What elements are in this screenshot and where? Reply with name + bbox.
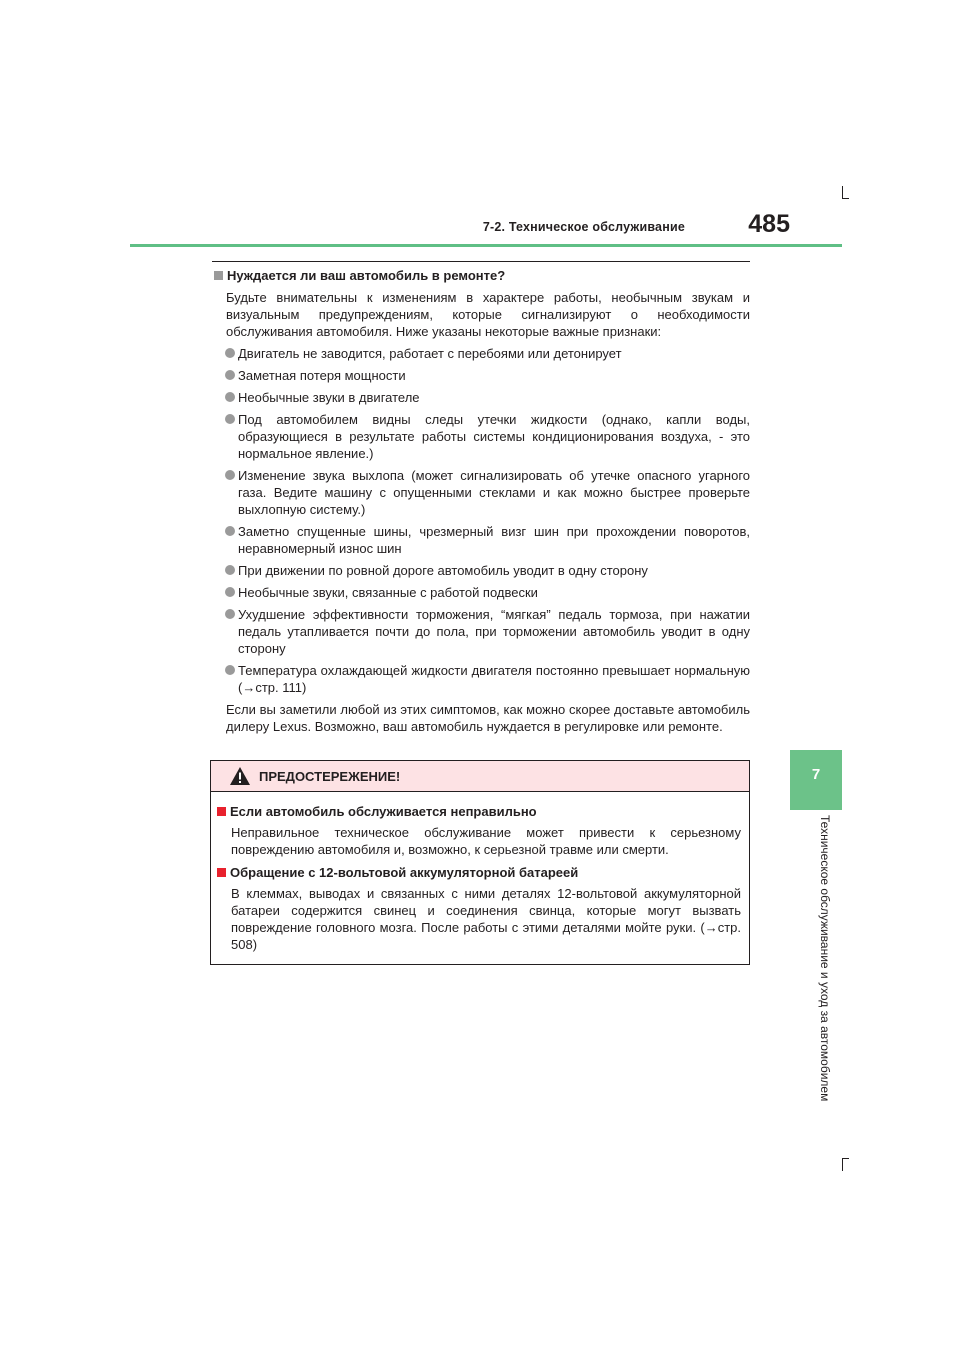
warning-box <box>210 760 750 965</box>
section-heading <box>212 268 750 283</box>
list-item-text: Двигатель не заводится, работает с перебоями или детонирует <box>238 346 622 361</box>
content-rule <box>212 261 750 262</box>
section-title: 7-2. Техническое обслуживание <box>482 220 685 234</box>
crop-mark-bottom-h <box>842 1158 849 1159</box>
chapter-caption: Техническое обслуживание и уход за автомобилем <box>818 815 832 1102</box>
crop-mark-top-h <box>842 198 849 199</box>
closing-paragraph: Если вы заметили любой из этих симптомов, как можно скорее доставьте автомобиль дилеру Lexus. Возможно, ваш автомобиль нуждается в регулировке или ремонте. <box>226 702 750 734</box>
list-item <box>212 411 750 462</box>
header-rule <box>130 244 842 247</box>
warning-item-heading <box>215 865 741 880</box>
warning-body <box>211 792 749 953</box>
list-item-text: Температура охлаждающей жидкости двигателя постоянно превышает нормальную (→стр. 111) <box>238 663 750 695</box>
chapter-tab <box>790 750 842 810</box>
list-item-text: Ухудшение эффективности торможения, “мягкая” педаль тормоза, при нажатии педаль утапливается почти до пола, при торможении автомобиль уводит в одну сторону <box>238 607 750 656</box>
warning-item-text: Неправильное техническое обслуживание может привести к серьезному повреждению автомобиля и, возможно, к серьезной травме или смерти. <box>231 825 741 857</box>
list-item-text: Заметная потеря мощности <box>238 368 406 383</box>
section-heading-text: Нуждается ли ваш автомобиль в ремонте? <box>227 268 506 283</box>
round-bullet-icon <box>225 470 235 480</box>
list-item-text: Под автомобилем видны следы утечки жидкости (однако, капли воды, образующиеся в результате работы системы кондиционирования воздуха, - это нормальное явление.) <box>238 412 750 461</box>
round-bullet-icon <box>225 665 235 675</box>
warning-item-heading <box>215 804 741 819</box>
symptom-list <box>212 345 750 696</box>
warning-triangle-icon <box>229 766 251 786</box>
list-item <box>212 467 750 518</box>
main-content <box>212 268 750 735</box>
list-item <box>212 584 750 601</box>
list-item-text: Необычные звуки в двигателе <box>238 390 420 405</box>
list-item <box>212 523 750 557</box>
list-item <box>212 606 750 657</box>
intro-paragraph: Будьте внимательны к изменениям в характере работы, необычным звукам и визуальным предупреждениям, которые сигнализируют о необходимости обслуживания автомобиля. Ниже указаны некоторые важные признаки: <box>226 290 750 339</box>
page-number: 485 <box>748 210 790 238</box>
round-bullet-icon <box>225 609 235 619</box>
warning-item-heading-text: Если автомобиль обслуживается неправильно <box>230 804 537 819</box>
list-item <box>212 367 750 384</box>
list-item <box>212 345 750 362</box>
red-square-bullet-icon <box>217 868 226 877</box>
warning-title: ПРЕДОСТЕРЕЖЕНИЕ! <box>259 768 401 784</box>
round-bullet-icon <box>225 414 235 424</box>
round-bullet-icon <box>225 526 235 536</box>
round-bullet-icon <box>225 587 235 597</box>
chapter-number: 7 <box>811 766 821 783</box>
list-item-text: Изменение звука выхлопа (может сигнализировать об утечке опасного угарного газа. Ведите машину с опущенными стеклами и как можно быстрее проверьте выхлопную систему.) <box>238 468 750 517</box>
list-item-text: Заметно спущенные шины, чрезмерный визг шин при прохождении поворотов, неравномерный износ шин <box>238 524 750 556</box>
crop-mark-bottom <box>842 1158 843 1171</box>
list-item-text: Необычные звуки, связанные с работой подвески <box>238 585 538 600</box>
list-item <box>212 562 750 579</box>
list-item <box>212 662 750 696</box>
list-item-text: При движении по ровной дороге автомобиль уводит в одну сторону <box>238 563 648 578</box>
list-item <box>212 389 750 406</box>
round-bullet-icon <box>225 348 235 358</box>
warning-header <box>211 761 749 792</box>
square-bullet-icon <box>214 271 223 280</box>
round-bullet-icon <box>225 370 235 380</box>
round-bullet-icon <box>225 392 235 402</box>
warning-item-heading-text: Обращение с 12-вольтовой аккумуляторной батареей <box>230 865 579 880</box>
round-bullet-icon <box>225 565 235 575</box>
red-square-bullet-icon <box>217 807 226 816</box>
warning-item-text: В клеммах, выводах и связанных с ними деталях 12-вольтовой аккумуляторной батареи содержится свинец и соединения свинца, которые могут вызвать повреждение головного мозга. После работы с этими деталями мойте руки. (→стр. 508) <box>231 886 741 952</box>
